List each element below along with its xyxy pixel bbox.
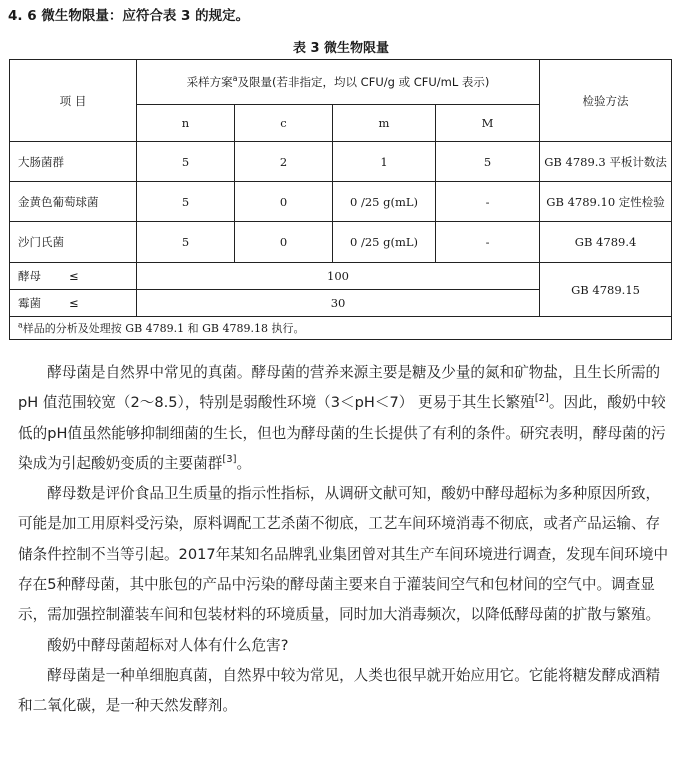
header-col-m: m [333, 105, 436, 142]
row-m: 0 /25 g(mL) [333, 222, 436, 263]
yeast-limit: 100 [137, 263, 540, 290]
header-method: 检验方法 [540, 60, 672, 142]
header-item: 项 目 [10, 60, 137, 142]
row-item: 沙门氏菌 [10, 222, 137, 263]
header-col-M: M [436, 105, 540, 142]
mold-label: 霉菌 [18, 296, 41, 310]
table-row [10, 263, 672, 290]
row-item: 大肠菌群 [10, 142, 137, 182]
row-c: 2 [235, 142, 333, 182]
header-plan-suffix: 及限量(若非指定，均以 CFU/g 或 CFU/mL 表示) [237, 75, 490, 89]
yeast-label: 酵母 [18, 269, 41, 283]
row-c: 0 [235, 182, 333, 222]
row-M: 5 [436, 142, 540, 182]
note-sup: a [18, 320, 23, 330]
p1-part-a: 酵母菌是自然界中常见的真菌。酵母菌的营养来源主要是糖及少量的氮和矿物盐，且生长所需的pH 值范围较宽（2～8.5），特别是弱酸性环境（3＜pH＜7） 更易于其生长繁殖 [18, 364, 661, 412]
body-text [18, 358, 670, 722]
row-M: - [436, 222, 540, 263]
header-col-n: n [137, 105, 235, 142]
paragraph-4: 酵母菌是一种单细胞真菌，自然界中较为常见，人类也很早就开始应用它。它能将糖发酵成酒精和二氧化碳，是一种天然发酵剂。 [18, 666, 661, 715]
row-c: 0 [235, 222, 333, 263]
table-row [10, 142, 672, 182]
note-text: 样品的分析及处理按 GB 4789.1 和 GB 4789.18 执行。 [22, 322, 305, 335]
header-plan-prefix: 采样方案 [186, 75, 233, 89]
p1-part-c: 。 [236, 454, 252, 472]
mold-limit: 30 [137, 290, 540, 317]
table-caption: 表 3 微生物限量 [292, 41, 390, 56]
citation-2: [2] [534, 393, 549, 405]
yeast-mold-method: GB 4789.15 [540, 263, 672, 317]
mold-lte: ≤ [69, 296, 79, 310]
yeast-lte: ≤ [69, 269, 79, 283]
microbial-limits-table [9, 59, 671, 340]
row-n: 5 [137, 142, 235, 182]
paragraph-1 [18, 358, 670, 479]
header-col-c: c [235, 105, 333, 142]
row-item-yeast [10, 263, 137, 290]
row-method: GB 4789.4 [540, 222, 672, 263]
row-M: - [436, 182, 540, 222]
row-n: 5 [137, 222, 235, 263]
p1-part-b: 。因此，酸奶中较低的pH值虽然能够抑制细菌的生长，但也为酵母菌的生长提供了有利的条件。研究表明，酵母菌的污染成为引起酸奶变质的主要菌群 [18, 394, 666, 472]
paragraph-2: 酵母数是评价食品卫生质量的指示性指标，从调研文献可知，酸奶中酵母超标为多种原因所致，可能是加工用原料受污染，原料调配工艺杀菌不彻底，工艺车间环境消毒不彻底，或者产品运输、存储条件控制不当等引起。2017年某知名品牌乳业集团曾对其生产车间环境进行调查，发现车间环境中存在5种酵母菌，其中胀包的产品中污染的酵母菌主要来自于灌装间空气和包材间的空气中。调查显示，需加强控制灌装车间和包装材料的环境质量，同时加大消毒频次，以降低酵母菌的扩散与繁殖。 [18, 485, 669, 624]
row-m: 1 [333, 142, 436, 182]
row-n: 5 [137, 182, 235, 222]
table-row [10, 222, 672, 263]
header-sampling-plan [137, 60, 540, 105]
table-row [10, 182, 672, 222]
row-item: 金黄色葡萄球菌 [10, 182, 137, 222]
section-heading: 4. 6 微生物限量：应符合表 3 的规定。 [8, 8, 250, 24]
row-method: GB 4789.3 平板计数法 [540, 142, 672, 182]
citation-3: [3] [222, 454, 237, 466]
row-item-mold [10, 290, 137, 317]
paragraph-3-question: 酸奶中酵母菌超标对人体有什么危害? [47, 636, 289, 654]
table-footnote [10, 317, 672, 340]
row-method: GB 4789.10 定性检验 [540, 182, 672, 222]
row-m: 0 /25 g(mL) [333, 182, 436, 222]
header-plan-sup: a [232, 74, 238, 84]
